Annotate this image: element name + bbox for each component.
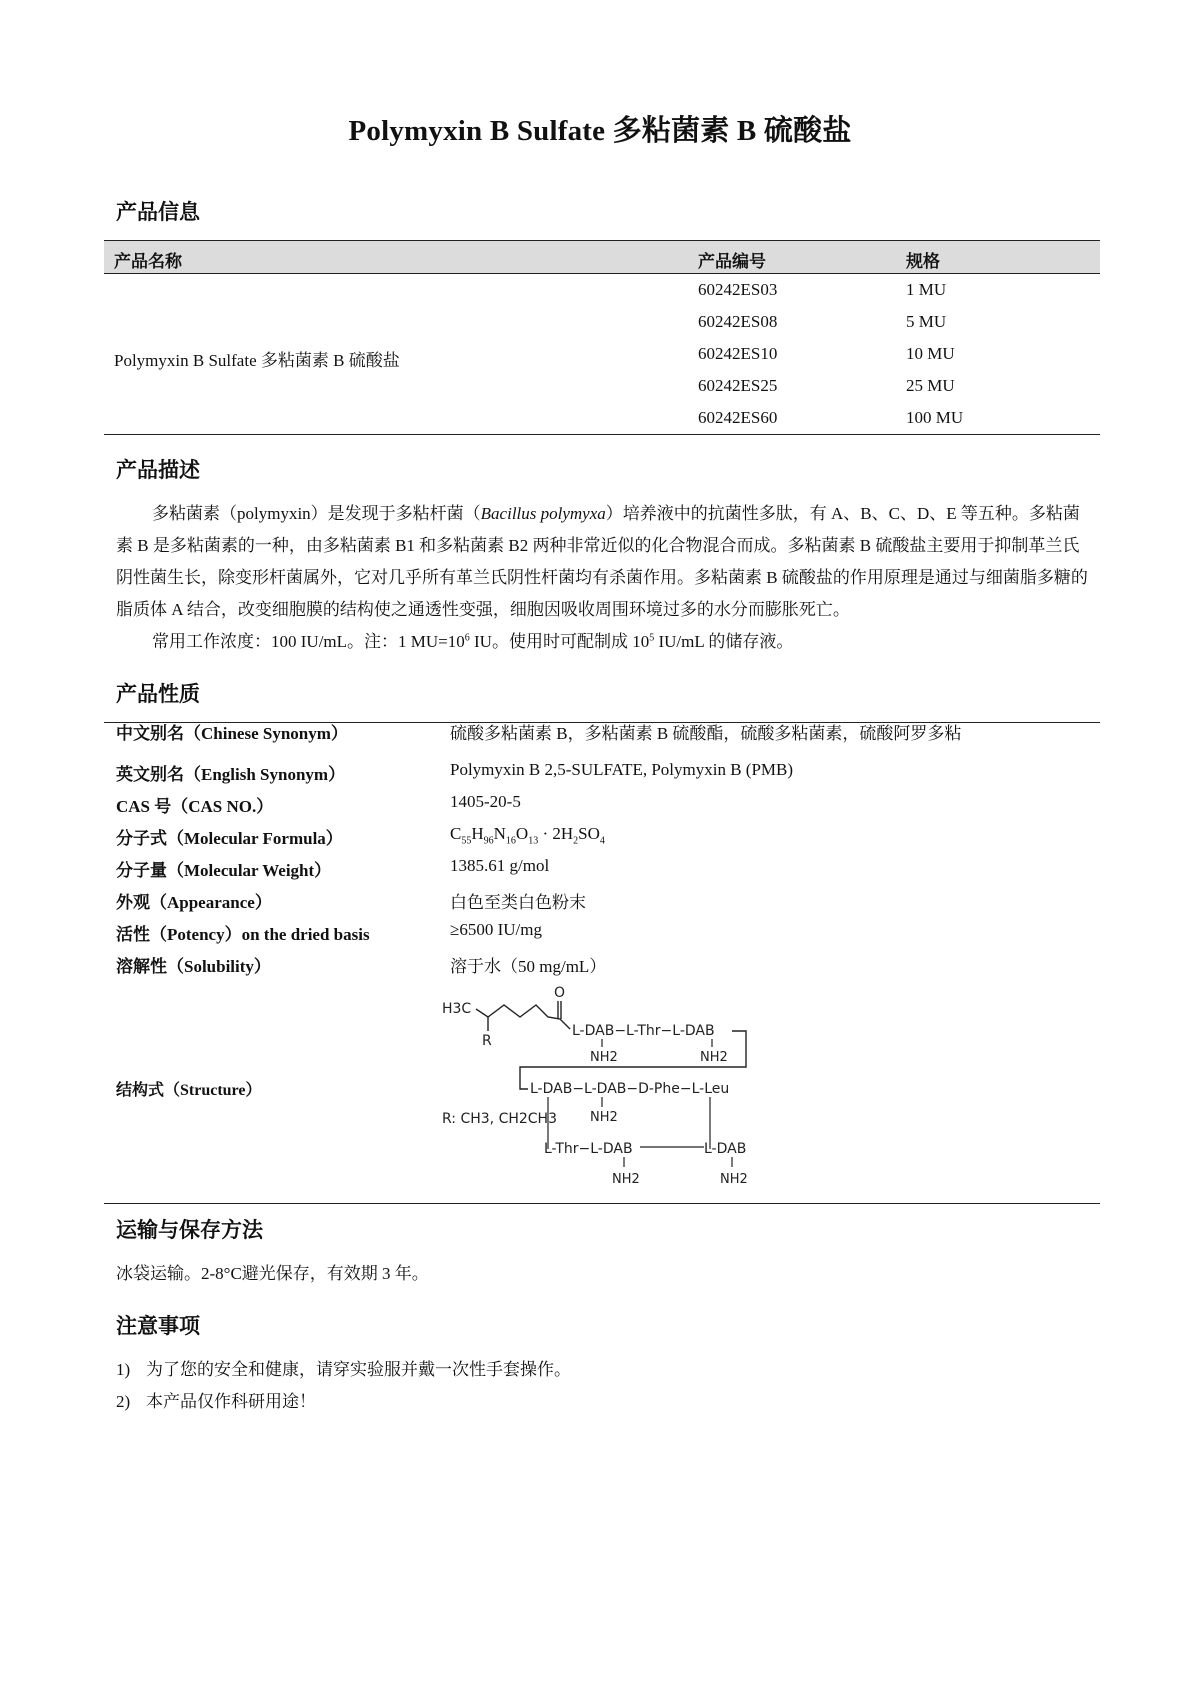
concentration-text: 常用工作浓度：100 IU/mL。注：1 MU=10 [152,632,465,651]
methyl-label: H3C [442,1001,472,1017]
header-product-name: 产品名称 [114,252,182,271]
table-row [104,408,1100,440]
property-row-cas [104,787,1100,819]
property-key: 溶解性（Solubility） [116,957,271,976]
section-title-properties: 产品性质 [116,682,200,706]
middle-peptide-chain: L-DAB−L-DAB−D-Phe−L-Leu [530,1081,730,1097]
section-title-storage: 运输与保存方法 [116,1218,263,1242]
table-row [104,376,1100,408]
product-table-header [104,240,1100,274]
spec-cell: 100 MU [906,408,964,427]
property-row-formula [104,819,1100,851]
property-value: 溶于水（50 mg/mL） [450,957,607,976]
property-row-molecular-weight [104,851,1100,883]
document-title: Polymyxin B Sulfate 多粘菌素 B 硫酸盐 [348,115,852,147]
top-peptide-chain: L-DAB−L-Thr−L-DAB [572,1023,715,1039]
list-item [116,1386,571,1418]
property-key: 结构式（Structure） [116,1082,262,1099]
r-group-definition: R: CH3, CH2CH3 [442,1111,557,1127]
property-key: CAS 号（CAS NO.） [116,797,274,816]
property-value: 硫酸多粘菌素 B，多粘菌素 B 硫酸酯，硫酸多粘菌素，硫酸阿罗多粘 [450,724,962,743]
product-code-cell: 60242ES25 [698,376,778,395]
molecular-formula: $C_{55}H_{96}N_{16}O_{13} \cdot 2H_2SO_4$ [450,824,605,847]
table-row [104,280,1100,312]
property-key: 活性（Potency）on the dried basis [116,925,370,944]
spec-cell: 10 MU [906,344,955,363]
r-group-label: R [482,1033,492,1049]
header-spec: 规格 [906,252,940,271]
description-text: ）培养液中的抗菌性多肽，有 A、B、C、D、E 等五种。多粘菌素 B 是多粘菌素的一种，由多粘菌素 B1 和多粘菌素 B2 两种非常近似的化合物混合而成。多粘菌素 B 硫酸盐主要用于抑制革兰氏阴性菌生长，除变形杆菌属外，它对几乎所有革兰氏阴性杆菌均有杀菌作用。多粘菌素 B 硫酸盐的作用原理是通过与细菌脂多糖的脂质体 A 结合，改变细胞膜的结构使之通透性变强，细胞因吸收周围环境过多的水分而膨胀死亡。 [116,504,1088,619]
spec-cell: 25 MU [906,376,955,395]
property-key: 中文别名（Chinese Synonym） [116,724,348,743]
property-value: 白色至类白色粉末 [450,893,586,912]
property-key: 分子量（Molecular Weight） [116,861,332,880]
product-table-body [104,274,1100,435]
amino-group-label: NH2 [720,1172,748,1187]
section-title-product-info: 产品信息 [116,200,200,224]
section-title-description: 产品描述 [116,458,200,482]
property-value: ≥6500 IU/mg [450,920,542,939]
notes-list [116,1354,571,1418]
list-item-number: 2) [116,1392,131,1411]
property-row-chinese-synonym [104,723,1100,755]
property-key: 英文别名（English Synonym） [116,765,346,784]
property-key: 分子式（Molecular Formula） [116,829,343,848]
product-table [104,240,1100,435]
bottom-peptide-chain-left: L-Thr−L-DAB [544,1141,633,1157]
exponent: 6 [464,632,470,644]
carbonyl-oxygen-label: O [554,985,566,1001]
concentration-text: IU。使用时可配制成 10 [469,632,650,651]
bottom-peptide-chain-right: L-DAB [704,1141,747,1157]
property-value: Polymyxin B 2,5-SULFATE, Polymyxin B (PMB) [450,760,794,779]
list-item-text: 本产品仅作科研用途！ [146,1392,316,1411]
working-concentration-paragraph [116,626,1096,658]
property-key: 外观（Appearance） [116,893,272,912]
section-title-notes: 注意事项 [116,1314,200,1338]
list-item-text: 为了您的安全和健康，请穿实验服并戴一次性手套操作。 [146,1360,571,1379]
property-row-potency [104,915,1100,947]
property-row-structure [104,979,1100,1204]
property-row-appearance [104,883,1100,915]
concentration-text: IU/mL 的储存液。 [654,632,794,651]
storage-text: 冰袋运输。2-8°C避光保存，有效期 3 年。 [116,1264,429,1283]
header-product-code: 产品编号 [698,252,766,271]
species-name: Bacillus polymyxa [480,504,606,523]
description-text: 多粘菌素（polymyxin）是发现于多粘杆菌（ [152,504,481,523]
property-row-english-synonym [104,755,1100,787]
spec-cell: 5 MU [906,312,947,331]
product-code-cell: 60242ES08 [698,312,778,331]
properties-table [104,722,1100,1204]
amino-group-label: NH2 [590,1110,618,1125]
product-code-cell: 60242ES10 [698,344,778,363]
structure-diagram [442,983,822,1199]
property-value: 1385.61 g/mol [450,856,550,875]
product-code-cell: 60242ES60 [698,408,778,427]
property-row-solubility [104,947,1100,979]
amino-group-label: NH2 [700,1050,728,1065]
list-item [116,1354,571,1386]
amino-group-label: NH2 [590,1050,618,1065]
table-row [104,312,1100,344]
description-body [116,498,1096,658]
product-code-cell: 60242ES03 [698,280,778,299]
description-paragraph [116,498,1096,626]
list-item-number: 1) [116,1360,131,1379]
amino-group-label: NH2 [612,1172,640,1187]
exponent: 5 [649,632,655,644]
property-value: 1405-20-5 [450,792,521,811]
spec-cell: 1 MU [906,280,947,299]
table-row [104,344,1100,376]
product-name-cell: Polymyxin B Sulfate 多粘菌素 B 硫酸盐 [114,351,400,370]
